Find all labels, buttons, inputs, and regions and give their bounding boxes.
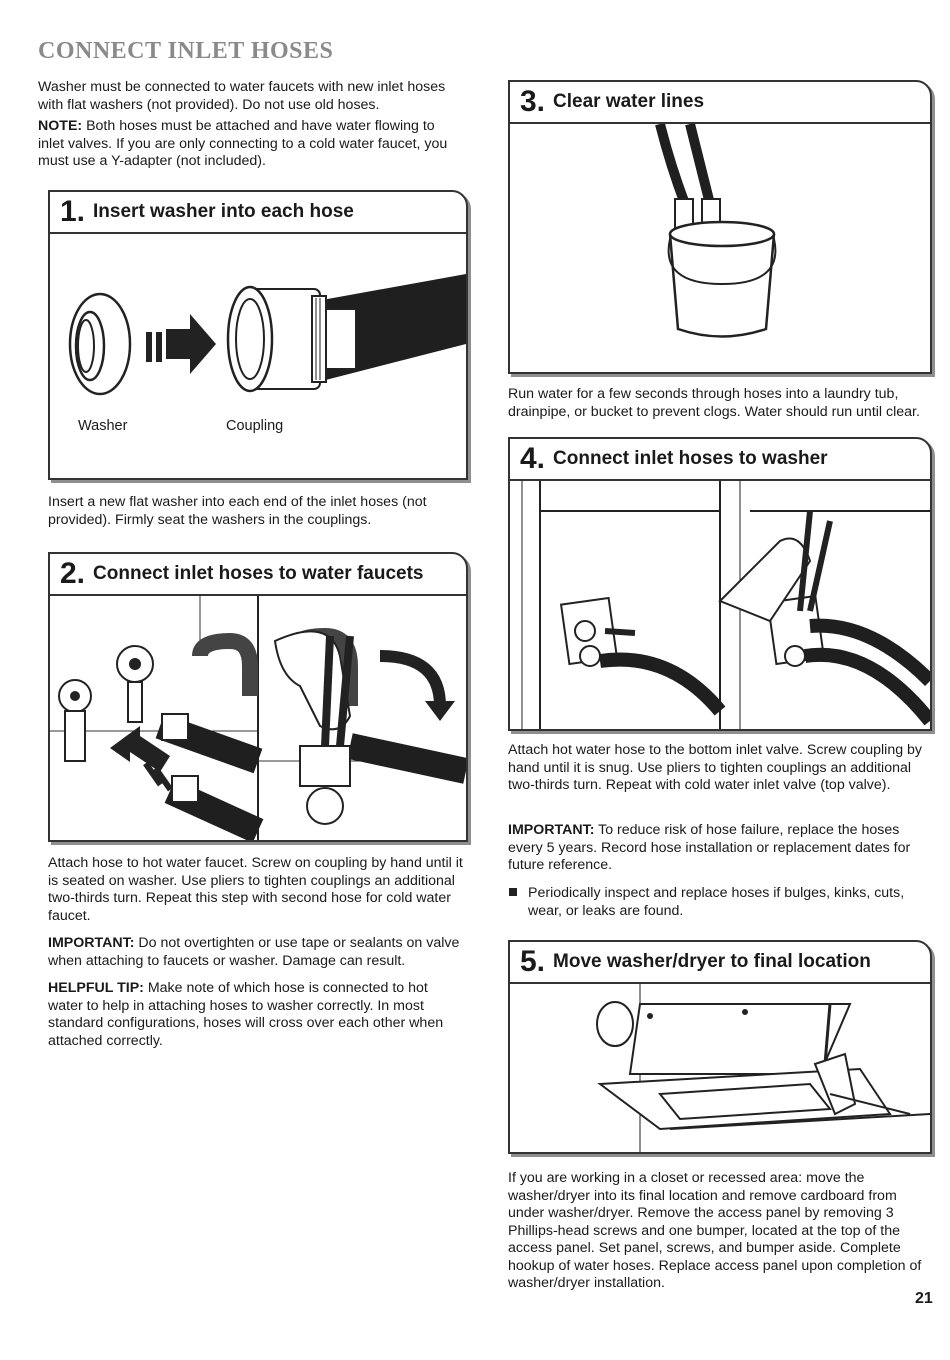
step-3-text: Run water for a few seconds through hoses into a laundry tub, drainpipe, or bucket to prevent clogs. Water should run until clear. bbox=[508, 386, 920, 420]
washer-coupling-drawing bbox=[50, 234, 466, 478]
intro-paragraph: Washer must be connected to water faucets with new inlet hoses with flat washers (not provided). Do not use old hoses. bbox=[38, 79, 446, 113]
step-2-illustration bbox=[50, 596, 466, 840]
step-2-text: Attach hose to hot water faucet. Screw on coupling by hand until it is seated on washer. Use pliers to tighten couplings an additional two-thirds turn. Repeat this step with second hose for cold water faucet. bbox=[48, 855, 463, 924]
page-title: CONNECT INLET HOSES bbox=[38, 38, 334, 64]
step-5-panel bbox=[508, 940, 932, 1154]
step-2-title: Connect inlet hoses to water faucets bbox=[93, 563, 424, 584]
step-2-panel bbox=[48, 552, 468, 842]
step-1-panel bbox=[48, 190, 468, 480]
step-5-text: If you are working in a closet or recessed area: move the washer/dryer into its final location and remove cardboard from under washer/dryer. Remove the access panel by removing 3 Phillips-head screws and one bumper, located at the top of the access panel. Set panel, screws, and bumper aside. Complete hookup of water hoses. Replace access panel upon completion of washer/dryer installation. bbox=[508, 1170, 922, 1291]
step-2-important-label: IMPORTANT: bbox=[48, 935, 135, 951]
access-panel-drawing bbox=[510, 984, 930, 1152]
step-5-number: 5. bbox=[520, 945, 546, 978]
note-label: NOTE: bbox=[38, 118, 83, 134]
page-number: 21 bbox=[915, 1290, 933, 1307]
step-4-header bbox=[510, 439, 930, 481]
note-text: Both hoses must be attached and have water flowing to inlet valves. If you are only connecting to a cold water faucet, you must use a Y-adapter (not included). bbox=[38, 118, 448, 169]
step-2-important bbox=[48, 935, 468, 970]
step-1-text: Insert a new flat washer into each end of the inlet hoses (not provided). Firmly seat the washers in the couplings. bbox=[48, 494, 427, 528]
step-2-tip-text: Make note of which hose is connected to hot water to help in attaching hoses to washer correctly. In most standard configurations, hoses will cross over each other when attached correctly. bbox=[48, 980, 444, 1049]
step-4-important-label: IMPORTANT: bbox=[508, 822, 595, 838]
bullet-square-icon bbox=[509, 888, 517, 896]
step-5-header bbox=[510, 942, 930, 984]
note-paragraph bbox=[38, 118, 458, 171]
washer-label: Washer bbox=[78, 418, 128, 434]
faucet-connection-drawing bbox=[50, 596, 466, 840]
step-2-tip-label: HELPFUL TIP: bbox=[48, 980, 144, 996]
step-4-number: 4. bbox=[520, 442, 546, 475]
coupling-label: Coupling bbox=[226, 418, 284, 434]
step-1-header bbox=[50, 192, 466, 234]
step-2-important-text: Do not overtighten or use tape or sealants on valve when attaching to faucets or washer. Damage can result. bbox=[48, 935, 460, 969]
step-4-important-text: To reduce risk of hose failure, replace the hoses every 5 years. Record hose installation or replacement dates for future reference. bbox=[508, 822, 911, 873]
step-2-header bbox=[50, 554, 466, 596]
step-3-title: Clear water lines bbox=[553, 91, 705, 112]
step-3-panel bbox=[508, 80, 932, 374]
step-3-header bbox=[510, 82, 930, 124]
step-4-bullet: Periodically inspect and replace hoses if bulges, kinks, cuts, wear, or leaks are found. bbox=[528, 885, 905, 919]
bucket-drawing bbox=[510, 124, 930, 372]
step-1-number: 1. bbox=[60, 195, 86, 228]
step-3-number: 3. bbox=[520, 85, 546, 118]
step-4-illustration bbox=[510, 481, 930, 729]
step-2-tip bbox=[48, 980, 464, 1050]
step-4-panel bbox=[508, 437, 932, 731]
step-1-title: Insert washer into each hose bbox=[93, 201, 354, 222]
step-3-illustration bbox=[510, 124, 930, 372]
step-5-illustration bbox=[510, 984, 930, 1152]
step-4-text: Attach hot water hose to the bottom inlet valve. Screw coupling by hand until it is snug. Use pliers to tighten couplings an additional two-thirds turn. Repeat with cold water inlet valve (top valve). bbox=[508, 742, 923, 793]
step-2-number: 2. bbox=[60, 557, 86, 590]
step-4-important bbox=[508, 822, 928, 875]
washer-valve-drawing bbox=[510, 481, 930, 729]
step-1-illustration bbox=[50, 234, 466, 478]
step-4-title: Connect inlet hoses to washer bbox=[553, 448, 828, 469]
step-5-title: Move washer/dryer to final location bbox=[553, 951, 871, 972]
